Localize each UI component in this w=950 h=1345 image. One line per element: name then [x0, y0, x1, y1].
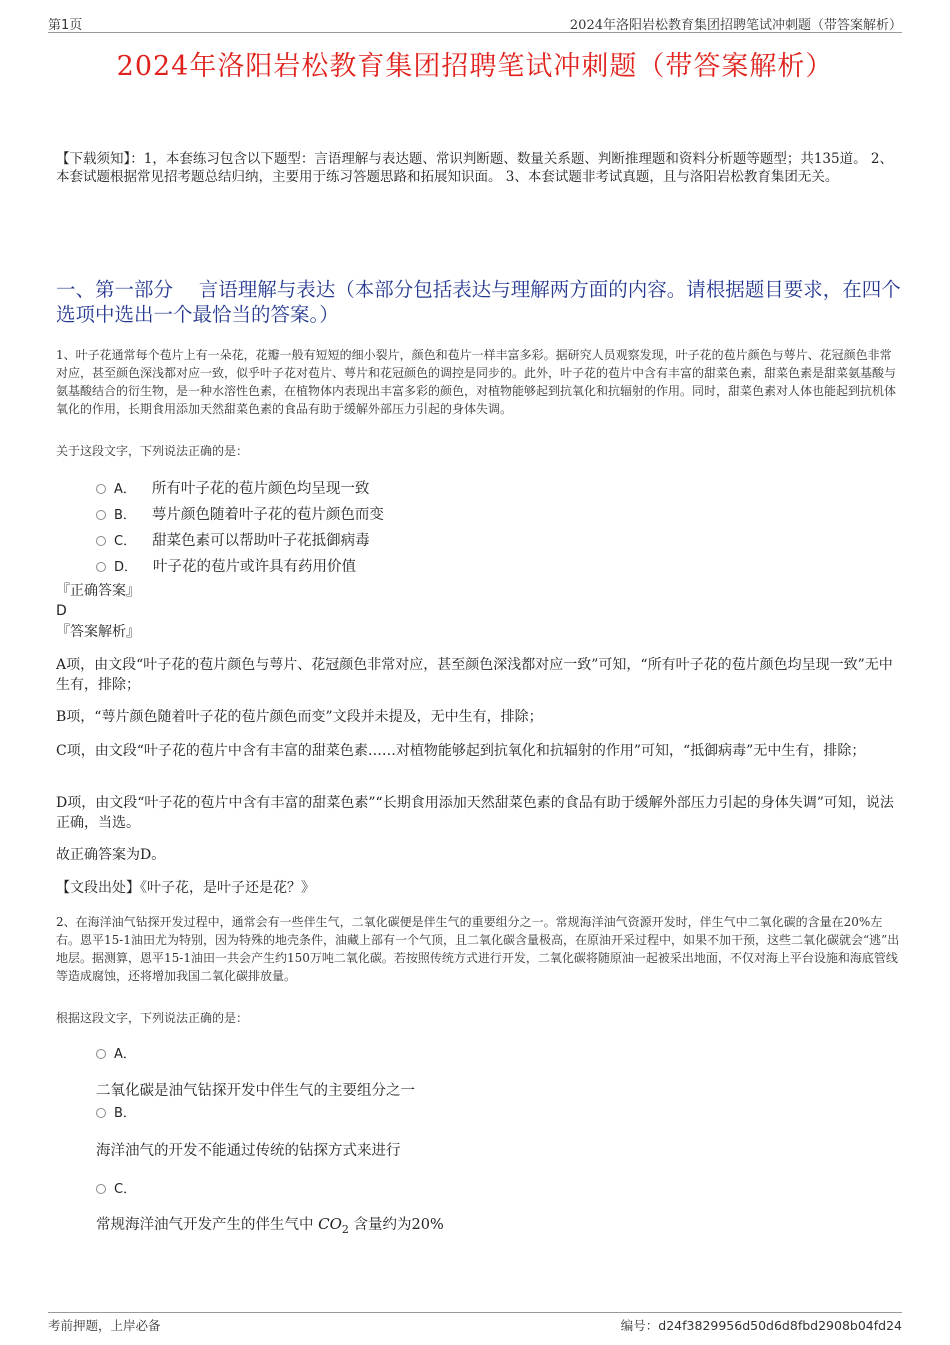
q1-question: 关于这段文字，下列说法正确的是：	[56, 444, 249, 458]
q1-analysis-a: A项，由文段“叶子花的苞片颜色与萼片、花冠颜色非常对应，甚至颜色深浅都对应一致”可知，“所有叶子花的苞片颜色均呈现一致”无中生有，排除；	[56, 657, 893, 693]
q1-analysis-d: D项，由文段“叶子花的苞片中含有丰富的甜菜色素”“长期食用添加天然甜菜色素的食品有助于缓解外部压力引起的身体失调”可知，说法正确，当选。	[56, 795, 894, 831]
q2-option-b-text: 海洋油气的开发不能通过传统的钻探方式来进行	[96, 1143, 401, 1159]
header-doc-title: 2024年洛阳岩松教育集团招聘笔试冲刺题（带答案解析）	[569, 18, 902, 33]
radio-icon[interactable]	[96, 510, 106, 520]
radio-icon[interactable]	[96, 1108, 106, 1118]
q1-answer-label: 『正确答案』	[56, 583, 140, 599]
q1-analysis-c: C项，由文段“叶子花的苞片中含有丰富的甜菜色素……对植物能够起到抗氧化和抗辐射的作用”可知，“抵御病毒”无中生有，排除；	[56, 743, 866, 759]
q2-passage: 2、在海洋油气钻探开发过程中，通常会有一些伴生气，二氧化碳便是伴生气的重要组分之一。常规海洋油气资源开发时，伴生气中二氧化碳的含量在20%左右。恩平15-1油田尤为特别，因为特殊的地壳条件，油藏上部有一个气顶，且二氧化碳含量极高，在原油开采过程中，如果不加干预，这些二氧化碳就会“逃”出地层。据测算，恩平15-1油田一共会产生约150万吨二氧化碳。若按照传统方式进行开发，二氧化碳将随原油一起被采出地面，不仅对海上平台设施和海底管线等造成腐蚀，还将增加我国二氧化碳排放量。	[56, 915, 900, 983]
section-title: 一、第一部分 言语理解与表达（本部分包括表达与理解两方面的内容。请根据题目要求，在四个选项中选出一个最恰当的答案。）	[56, 278, 901, 326]
q1-answer: D	[56, 603, 67, 619]
radio-icon[interactable]	[96, 1049, 106, 1059]
q1-source: 【文段出处】《叶子花，是叶子还是花？》	[56, 880, 315, 896]
radio-icon[interactable]	[96, 562, 106, 572]
page-footer	[48, 1312, 902, 1333]
q1-option-c[interactable]: C． 甜菜色素可以帮助叶子花抵御病毒	[96, 529, 370, 550]
q1-passage: 1、叶子花通常每个苞片上有一朵花，花瓣一般有短短的细小裂片，颜色和苞片一样丰富多彩。据研究人员观察发现，叶子花的苞片颜色与萼片、花冠颜色非常对应，甚至颜色深浅都对应一致，似乎叶子花对苞片、萼片和花冠颜色的调控是同步的。此外，叶子花的苞片中含有丰富的甜菜色素，甜菜色素是甜菜氨基酸与氨基酸结合的衍生物，是一种水溶性色素，在植物体内表现出丰富多彩的颜色，对植物能够起到抗氧化和抗辐射的作用。同时，甜菜色素对人体也能起到抗机体氧化的作用，长期食用添加天然甜菜色素的食品有助于缓解外部压力引起的身体失调。	[56, 348, 897, 416]
footer-code: 编号：d24f3829956d50d6d8fbd2908b04fd24	[620, 1318, 902, 1333]
q1-analysis-label: 『答案解析』	[56, 624, 140, 640]
radio-icon[interactable]	[96, 1184, 106, 1194]
q2-option-a-text: 二氧化碳是油气钻探开发中伴生气的主要组分之一	[96, 1083, 415, 1099]
page-number: 第1页	[48, 18, 83, 33]
q2-option-c-text: 常规海洋油气开发产生的伴生气中 $CO_2$ 含量约为20%	[96, 1215, 444, 1236]
q1-analysis-b: B项，“萼片颜色随着叶子花的苞片颜色而变”文段并未提及，无中生有，排除；	[56, 709, 543, 725]
q2-question: 根据这段文字，下列说法正确的是：	[56, 1011, 249, 1025]
download-notice: 【下载须知】：1，本套练习包含以下题型：言语理解与表达题、常识判断题、数量关系题、判断推理题和资料分析题等题型；共135道。 2、本套试题根据常见招考题总结归纳，主要用于练习答题思路和拓展知识面。 3、本套试题非考试真题，且与洛阳岩松教育集团无关。	[56, 151, 893, 185]
q1-option-b[interactable]: B． 萼片颜色随着叶子花的苞片颜色而变	[96, 503, 384, 524]
q1-conclusion: 故正确答案为D。	[56, 847, 166, 863]
q2-option-b[interactable]: B．	[96, 1102, 152, 1121]
q2-option-a[interactable]: A．	[96, 1043, 152, 1062]
co2-formula: $CO_2$	[318, 1215, 349, 1236]
footer-slogan: 考前押题，上岸必备	[48, 1318, 161, 1333]
page-title: 2024年洛阳岩松教育集团招聘笔试冲刺题（带答案解析）	[116, 51, 834, 82]
page-header	[48, 14, 902, 33]
radio-icon[interactable]	[96, 536, 106, 546]
q1-option-a[interactable]: A． 所有叶子花的苞片颜色均呈现一致	[96, 477, 369, 498]
q1-option-d[interactable]: D． 叶子花的苞片或许具有药用价值	[96, 555, 356, 576]
radio-icon[interactable]	[96, 484, 106, 494]
q2-option-c[interactable]: C．	[96, 1178, 152, 1197]
